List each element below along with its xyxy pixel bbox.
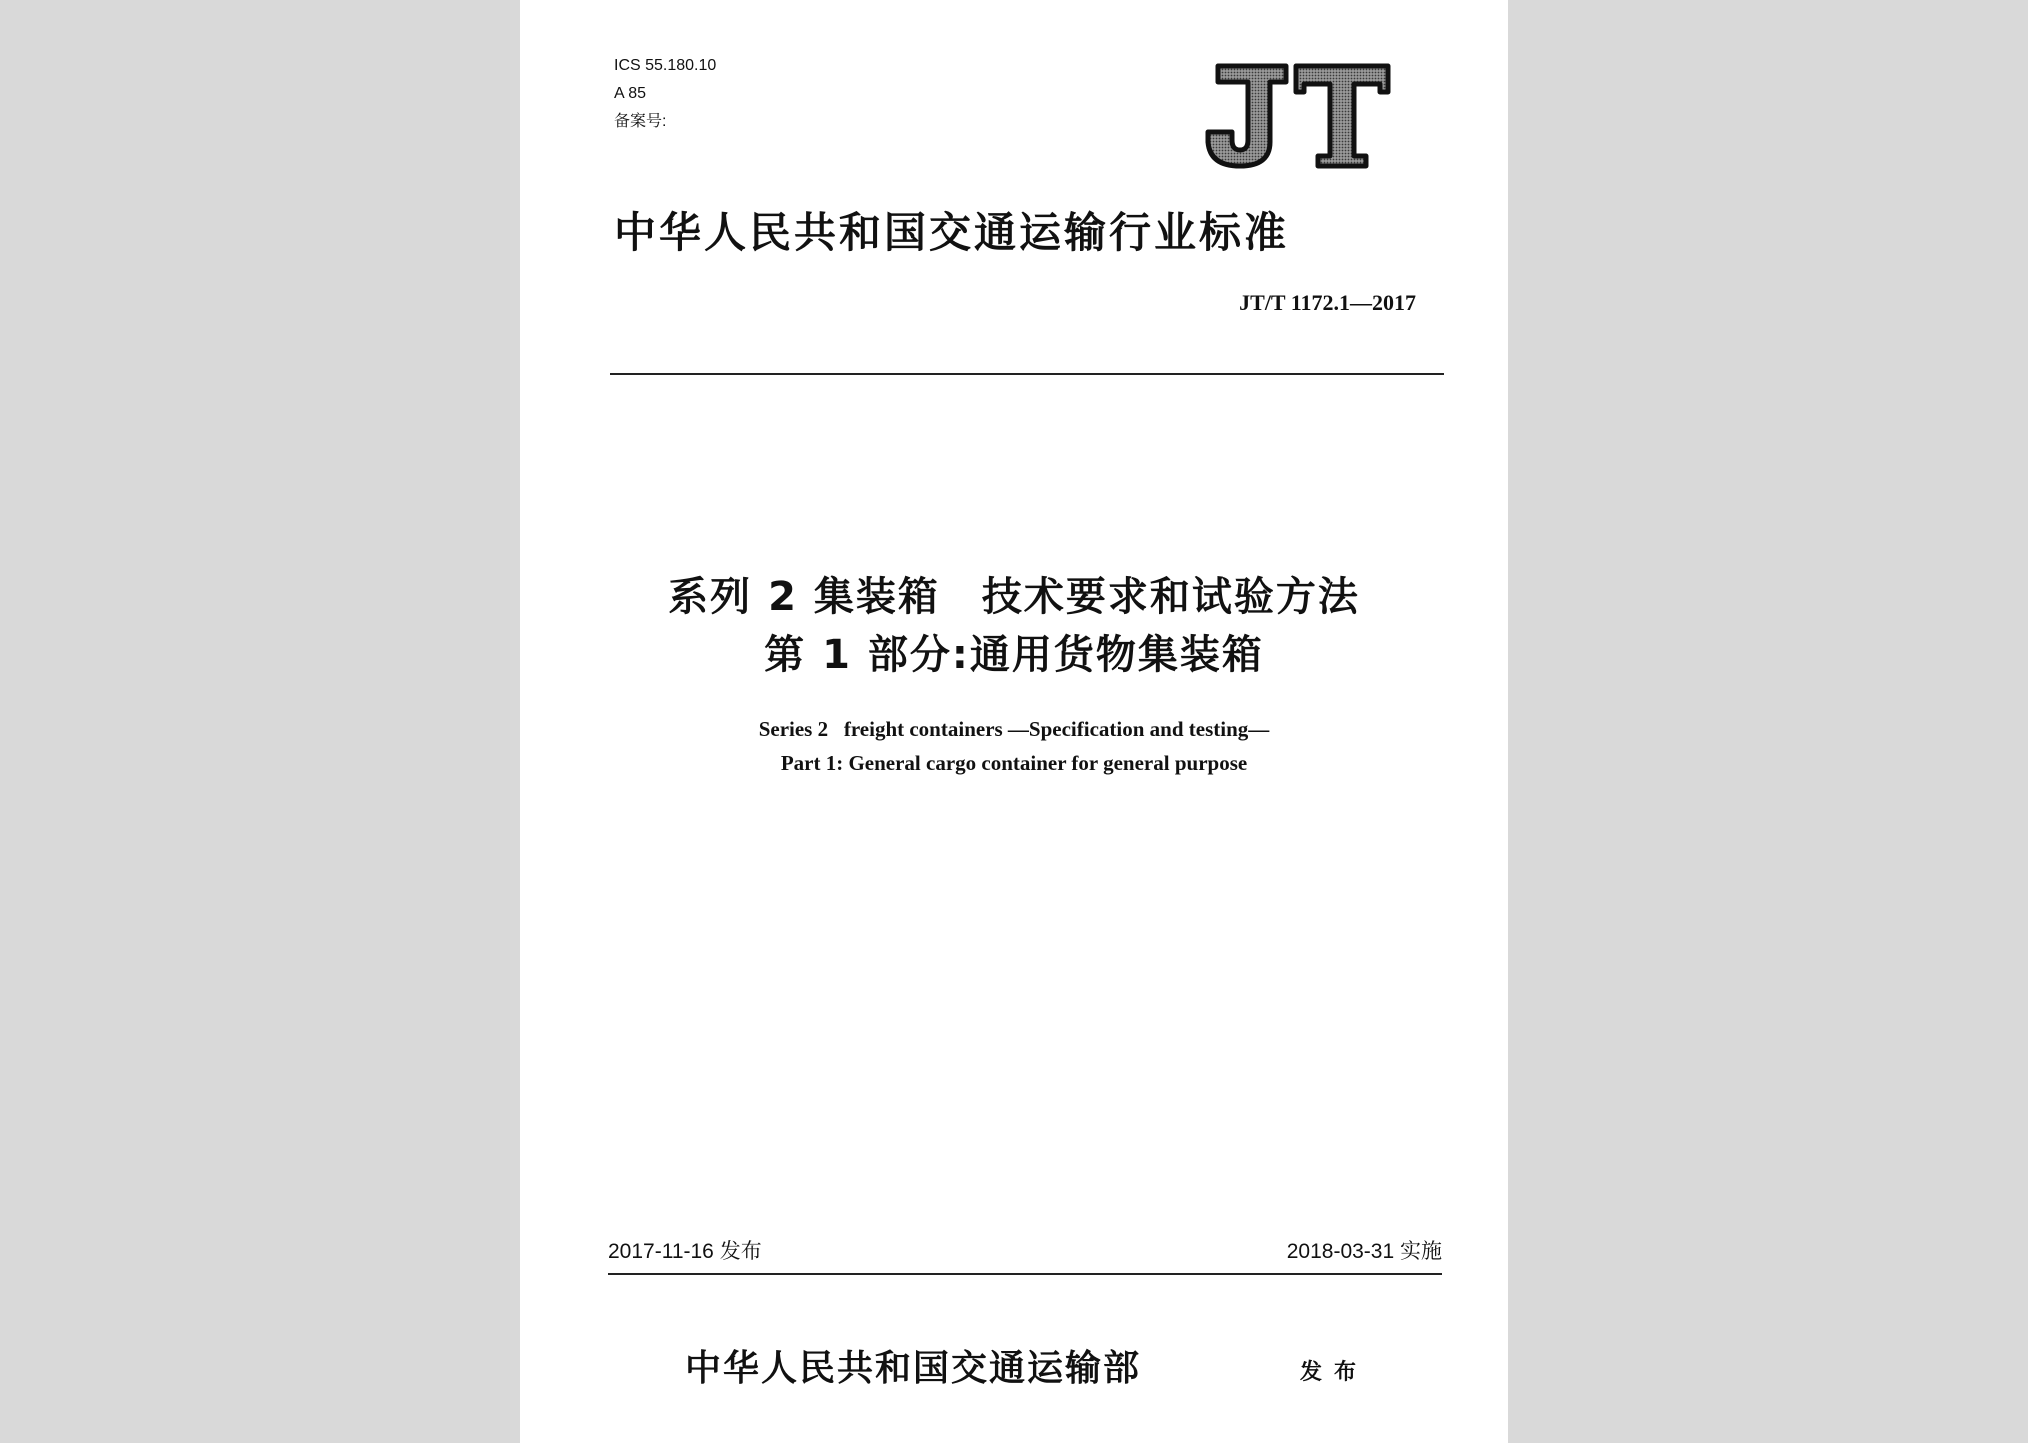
ics-code: ICS 55.180.10	[614, 57, 717, 74]
footer-divider	[608, 1273, 1442, 1275]
ccs-code: A 85	[614, 85, 647, 102]
standard-number: JT/T 1172.1—2017	[1239, 290, 1416, 315]
chinese-title	[520, 568, 1508, 684]
english-title-line-2: Part 1: General cargo container for general purpose	[780, 751, 1248, 775]
jt-logo	[1188, 62, 1398, 172]
publish-label: 发布	[1300, 1360, 1369, 1385]
issuing-standard-category: 中华人民共和国交通运输行业标准	[614, 208, 1290, 257]
english-title-line-1: Series 2 freight containers —Specification and testing—	[758, 717, 1270, 741]
classification-block	[614, 52, 716, 136]
publisher-name: 中华人民共和国交通运输部	[685, 1348, 1142, 1389]
header-divider	[610, 373, 1444, 375]
filing-number-label: 备案号:	[614, 113, 667, 130]
chinese-title-line-1: 系列 2 集装箱 技术要求和试验方法	[668, 574, 1360, 620]
implementation-date: 2018-03-31 实施	[1286, 1240, 1442, 1263]
chinese-title-line-2: 第 1 部分:通用货物集装箱	[764, 632, 1264, 678]
issue-date: 2017-11-16 发布	[608, 1240, 762, 1263]
document-page	[520, 0, 1508, 1443]
english-title	[520, 712, 1508, 780]
